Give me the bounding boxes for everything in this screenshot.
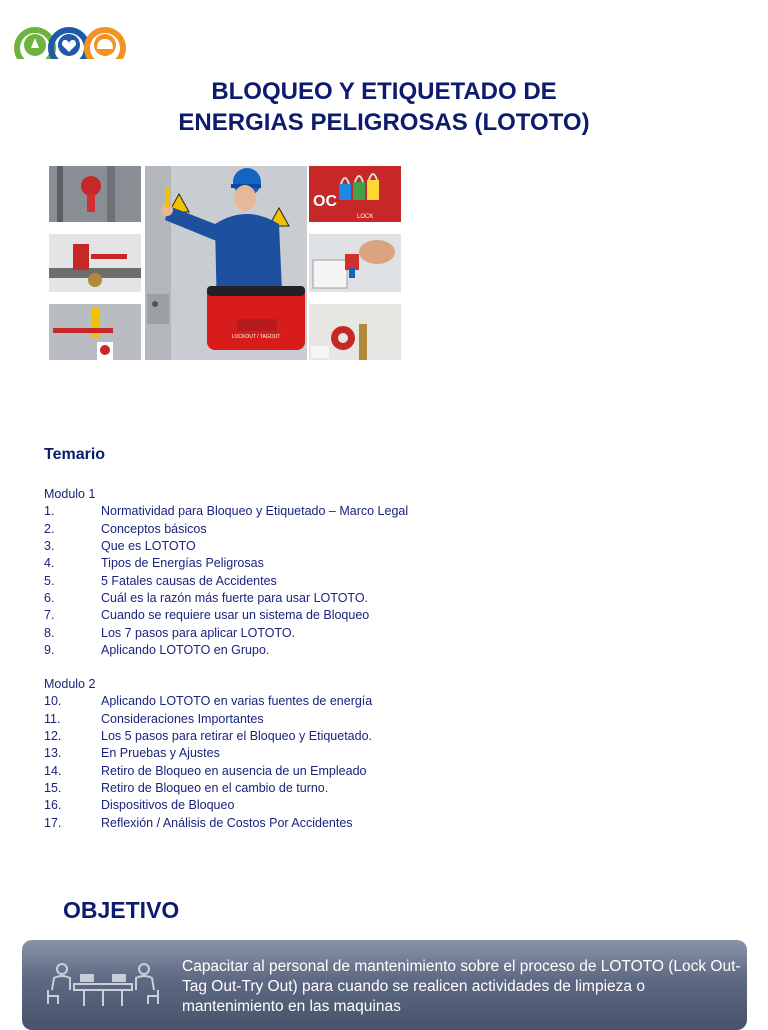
list-item xyxy=(44,521,408,538)
item-text: En Pruebas y Ajustes xyxy=(101,746,220,761)
item-number: 13. xyxy=(44,746,62,761)
list-item xyxy=(44,693,372,710)
bag-label: LOCKOUT / TAGOUT xyxy=(231,334,281,340)
item-number: 17. xyxy=(44,815,62,830)
item-number: 15. xyxy=(44,781,62,796)
item-number: 8. xyxy=(44,625,55,640)
item-text: 5 Fatales causas de Accidentes xyxy=(101,573,277,588)
list-item xyxy=(44,625,408,642)
list-item xyxy=(44,503,408,520)
item-text: Tipos de Energías Peligrosas xyxy=(101,556,264,571)
photo-padlocks xyxy=(309,166,401,222)
item-number: 5. xyxy=(44,573,55,588)
modulo-1-list xyxy=(44,486,408,659)
list-item xyxy=(44,573,408,590)
list-item xyxy=(44,642,408,659)
list-item xyxy=(44,745,372,762)
list-item xyxy=(44,590,408,607)
item-number: 12. xyxy=(44,729,62,744)
company-logo-icon xyxy=(12,26,128,72)
item-text: Retiro de Bloqueo en el cambio de turno. xyxy=(101,781,329,796)
objetivo-box xyxy=(22,940,747,1030)
item-number: 14. xyxy=(44,763,62,778)
list-item xyxy=(44,607,408,624)
photo-breaker-lock xyxy=(49,304,141,360)
item-number: 3. xyxy=(44,539,55,554)
item-text: Retiro de Bloqueo en ausencia de un Empleado xyxy=(101,763,367,778)
lototo-photo-collage xyxy=(47,164,403,362)
item-text: Aplicando LOTOTO en Grupo. xyxy=(101,643,270,658)
photo-technician xyxy=(145,166,307,360)
item-text: Los 5 pasos para retirar el Bloqueo y Etiquetado. xyxy=(101,729,373,744)
photo-wheel-valve xyxy=(309,304,401,360)
objetivo-heading: OBJETIVO xyxy=(63,897,180,923)
list-item xyxy=(44,555,408,572)
list-item xyxy=(44,538,408,555)
item-text: Dispositivos de Bloqueo xyxy=(101,798,235,813)
objetivo-text: Capacitar al personal de mantenimiento sobre el proceso de LOTOTO (Lock Out-Tag Out-Try Out) para cuando se realicen actividades de limpieza o mantenimiento en las maquinas xyxy=(182,958,741,1015)
list-item xyxy=(44,763,372,780)
item-number: 6. xyxy=(44,591,55,606)
modulo-2-label: Modulo 2 xyxy=(44,677,96,691)
item-text: Que es LOTOTO xyxy=(101,539,196,554)
title-line-2: ENERGIAS PELIGROSAS (LOTOTO) xyxy=(178,109,590,136)
modulo-1-label: Modulo 1 xyxy=(44,487,96,501)
item-number: 1. xyxy=(44,504,55,519)
temario-heading: Temario xyxy=(44,446,106,463)
item-number: 9. xyxy=(44,643,55,658)
lock-sign-text: OC xyxy=(313,193,337,210)
item-text: Aplicando LOTOTO en varias fuentes de energía xyxy=(101,694,373,709)
item-text: Reflexión / Análisis de Costos Por Accidentes xyxy=(101,815,353,830)
meeting-table-icon xyxy=(44,960,162,1010)
item-number: 11. xyxy=(44,711,61,726)
item-text: Cuál es la razón más fuerte para usar LOTOTO. xyxy=(101,591,369,606)
item-number: 7. xyxy=(44,608,55,623)
item-number: 10. xyxy=(44,694,62,709)
page-title xyxy=(0,76,768,138)
item-number: 16. xyxy=(44,798,62,813)
item-text: Los 7 pasos para aplicar LOTOTO. xyxy=(101,625,296,640)
item-text: Normatividad para Bloqueo y Etiquetado – Marco Legal xyxy=(101,504,409,519)
modulo-2-list xyxy=(44,676,372,832)
item-text: Consideraciones Importantes xyxy=(101,711,264,726)
photo-pipe-lock xyxy=(49,234,141,292)
item-number: 2. xyxy=(44,521,55,536)
item-text: Conceptos básicos xyxy=(101,521,207,536)
lock-box-label: LOCK xyxy=(357,214,374,220)
list-item xyxy=(44,780,372,797)
list-item xyxy=(44,797,372,814)
title-line-1: BLOQUEO Y ETIQUETADO DE xyxy=(211,78,557,105)
photo-valve-lock xyxy=(49,166,141,222)
list-item xyxy=(44,728,372,745)
list-item xyxy=(44,815,372,832)
list-item xyxy=(44,711,372,728)
photo-hand-lockout xyxy=(309,234,401,292)
item-text: Cuando se requiere usar un sistema de Bloqueo xyxy=(101,608,370,623)
item-number: 4. xyxy=(44,556,55,571)
